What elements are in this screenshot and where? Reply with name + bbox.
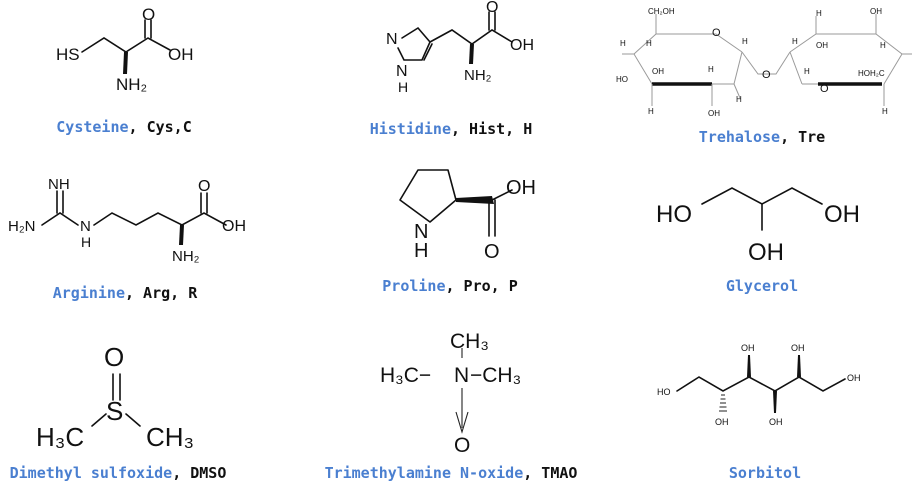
- atom-h-i: H: [804, 67, 810, 76]
- atom-oh-center: OH: [748, 239, 784, 266]
- caption-tmao: [325, 464, 578, 482]
- atom-oh-e: OH: [769, 417, 783, 427]
- atom-h: H: [81, 234, 92, 250]
- atom-nh2: NH₂: [172, 248, 200, 265]
- abbr-histidine: , Hist, H: [451, 120, 533, 138]
- atom-h3c: H₃C−: [380, 364, 432, 387]
- atom-oh-a: OH: [652, 67, 664, 76]
- atom-h-g: H: [792, 37, 798, 46]
- atom-n: N: [80, 218, 91, 235]
- atom-o-ring-right: O: [820, 83, 829, 95]
- atom-oh: OH: [222, 218, 246, 235]
- atom-n: N: [454, 364, 470, 387]
- abbr-cysteine: , Cys,C: [128, 118, 192, 136]
- arginine-structure: [8, 175, 246, 275]
- atom-h-c: H: [648, 107, 654, 116]
- atom-ch3: CH₃: [146, 422, 195, 452]
- histidine-structure: [380, 0, 534, 102]
- atom-h: H: [398, 79, 409, 95]
- sorbitol-structure: [645, 335, 885, 445]
- cysteine-structure: [50, 5, 200, 98]
- atom-nh2: NH₂: [116, 75, 148, 94]
- atom-oh-right: OH: [824, 201, 860, 228]
- caption-glycerol: [726, 277, 798, 295]
- atom-nh: N: [396, 63, 408, 80]
- name-histidine: Histidine: [369, 120, 451, 138]
- trehalose-structure: [612, 2, 919, 122]
- atom-h-e: H: [742, 37, 748, 46]
- dmso-structure: [22, 338, 222, 453]
- atom-ho: HO: [616, 75, 628, 84]
- abbr-trehalose: , Tre: [780, 128, 826, 146]
- atom-hoh2c: HOH₂C: [858, 69, 885, 78]
- atom-n: N: [414, 221, 429, 243]
- abbr-tmao: , TMAO: [523, 464, 578, 482]
- name-proline: Proline: [382, 277, 446, 295]
- atom-h3c: H₃C: [36, 422, 85, 452]
- caption-trehalose: [699, 128, 825, 146]
- tmao-structure: [378, 328, 548, 458]
- atom-oh: OH: [506, 177, 536, 199]
- name-arginine: Arginine: [52, 284, 125, 302]
- caption-arginine: [53, 284, 198, 302]
- atom-o: O: [454, 434, 471, 457]
- glycerol-structure: [652, 180, 882, 275]
- atom-o: O: [486, 0, 499, 16]
- atom-nh: NH: [48, 176, 70, 193]
- caption-dmso: [10, 464, 227, 482]
- atom-h-d: H: [708, 65, 714, 74]
- atom-hs: HS: [56, 45, 80, 64]
- atom-h-j: H: [880, 41, 886, 50]
- atom-h-a: H: [620, 39, 626, 48]
- atom-h-f: H: [736, 95, 742, 104]
- caption-cysteine: [56, 118, 191, 136]
- atom-oh-a: OH: [741, 343, 755, 353]
- atom-o: O: [104, 342, 125, 372]
- atom-o-bridge: O: [762, 69, 771, 81]
- name-dmso: Dimethyl sulfoxide: [9, 464, 173, 482]
- atom-ch3-right: −CH₃: [470, 364, 522, 387]
- atom-oh-d: OH: [870, 7, 882, 16]
- proline-structure: [378, 160, 538, 270]
- atom-oh-b: OH: [708, 109, 720, 118]
- abbr-dmso: , DMSO: [172, 464, 227, 482]
- caption-proline: [382, 277, 517, 295]
- atom-n: N: [386, 31, 398, 48]
- atom-oh: OH: [168, 45, 194, 64]
- atom-h: H: [414, 240, 429, 262]
- name-tmao: Trimethylamine N-oxide: [324, 464, 524, 482]
- atom-oh: OH: [510, 37, 534, 54]
- atom-ch3-top: CH₃: [450, 330, 489, 353]
- name-glycerol: Glycerol: [725, 277, 799, 295]
- atom-o-ring-left: O: [712, 27, 721, 39]
- atom-oh-c: OH: [847, 373, 861, 383]
- atom-oh-d: OH: [715, 417, 729, 427]
- abbr-proline: , Pro, P: [445, 277, 518, 295]
- atom-h2n: H₂N: [8, 218, 36, 235]
- abbr-arginine: , Arg, R: [125, 284, 198, 302]
- atom-s: S: [106, 396, 124, 426]
- caption-sorbitol: [729, 464, 801, 482]
- atom-ch2oh: CH₂OH: [648, 7, 675, 16]
- atom-nh2: NH₂: [464, 67, 492, 84]
- atom-ho: HO: [656, 201, 692, 228]
- name-sorbitol: Sorbitol: [728, 464, 802, 482]
- atom-oh-b: OH: [791, 343, 805, 353]
- atom-o: O: [142, 5, 156, 24]
- atom-h-h: H: [816, 9, 822, 18]
- atom-oh-c: OH: [816, 41, 828, 50]
- name-cysteine: Cysteine: [56, 118, 129, 136]
- caption-histidine: [370, 120, 533, 138]
- atom-h-b: H: [646, 39, 652, 48]
- name-trehalose: Trehalose: [698, 128, 781, 146]
- atom-ho-left: HO: [657, 387, 671, 397]
- atom-o: O: [484, 241, 500, 263]
- atom-h-k: H: [882, 107, 888, 116]
- atom-o: O: [198, 178, 211, 195]
